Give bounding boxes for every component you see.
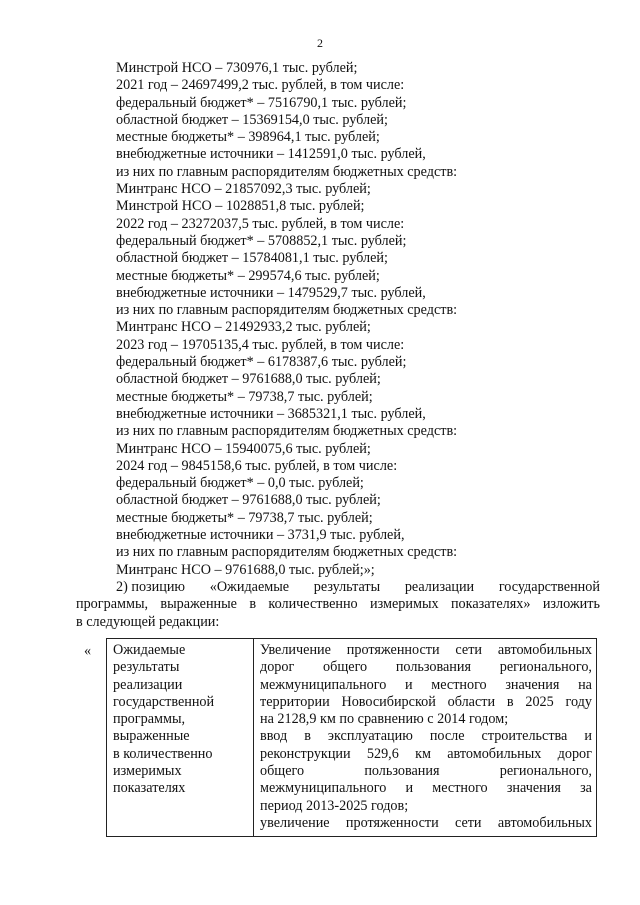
paragraph-line xyxy=(76,579,600,596)
budget-line: Минстрой НСО – 730976,1 тыс. рублей; xyxy=(116,60,358,76)
amendment-paragraph xyxy=(76,579,600,631)
result-line xyxy=(260,659,592,676)
budget-line: федеральный бюджет* – 7516790,1 тыс. рублей; xyxy=(116,94,407,111)
result-word: территории xyxy=(260,693,330,710)
budget-line: местные бюджеты* – 79738,7 тыс. рублей; xyxy=(116,388,373,405)
result-word: сети xyxy=(455,642,482,658)
budget-line: Минтранс НСО – 15940075,6 тыс. рублей; xyxy=(116,440,371,457)
budget-line: 2024 год – 9845158,6 тыс. рублей, в том числе: xyxy=(116,457,398,474)
paragraph-line: в следующей редакции: xyxy=(76,613,220,630)
label-line: показателях xyxy=(113,780,186,797)
result-text: на 2128,9 км по сравнению с 2014 годом; xyxy=(260,711,509,728)
label-line: реализации xyxy=(113,676,183,693)
result-word: 2025 xyxy=(525,693,554,710)
result-line xyxy=(260,763,592,780)
result-word: ввод xyxy=(260,728,288,745)
budget-line: внебюджетные источники – 1412591,0 тыс. рублей, xyxy=(116,146,426,163)
opening-quote: « xyxy=(84,643,92,659)
result-line xyxy=(260,815,592,832)
result-line xyxy=(260,677,592,694)
result-word: значения xyxy=(506,780,561,797)
budget-line: Минстрой НСО – 1028851,8 тыс. рублей; xyxy=(116,198,365,215)
result-line xyxy=(260,642,592,659)
result-word: Новосибирской xyxy=(341,693,436,710)
budget-line: из них по главным распорядителям бюджетных средств: xyxy=(116,163,458,180)
result-word: протяженности xyxy=(346,642,440,658)
result-word: после xyxy=(429,728,465,745)
result-word: протяженности xyxy=(345,814,439,831)
result-text: период 2013-2025 годов; xyxy=(260,797,409,814)
result-word: эксплуатацию xyxy=(327,728,413,745)
budget-line: местные бюджеты* – 299574,6 тыс. рублей; xyxy=(116,267,380,284)
result-word: общего xyxy=(260,763,305,780)
result-word: значения xyxy=(505,676,560,693)
label-line: измеримых xyxy=(113,763,182,780)
budget-line: из них по главным распорядителям бюджетных средств: xyxy=(116,423,458,440)
result-word: автомобильных xyxy=(497,814,592,831)
paragraph-word: реализации xyxy=(404,579,475,595)
budget-line: областной бюджет – 9761688,0 тыс. рублей; xyxy=(116,492,381,509)
budget-line: федеральный бюджет* – 5708852,1 тыс. рублей; xyxy=(116,232,407,249)
result-line xyxy=(260,728,592,745)
result-word: межмуниципального xyxy=(260,780,387,797)
result-word: дорог xyxy=(260,659,295,676)
budget-line: 2022 год – 23272037,5 тыс. рублей, в том числе: xyxy=(116,215,405,232)
result-word: области xyxy=(447,693,496,710)
paragraph-word: результаты xyxy=(313,579,381,595)
paragraph-word: государственной xyxy=(498,579,600,595)
budget-lines xyxy=(116,60,616,579)
label-line: программы, xyxy=(113,711,186,728)
budget-line: Минтранс НСО – 21492933,2 тыс. рублей; xyxy=(116,319,371,336)
budget-line: из них по главным распорядителям бюджетных средств: xyxy=(116,302,458,319)
result-word: автомобильных xyxy=(447,745,542,762)
result-word: на xyxy=(578,676,592,693)
page-number: 2 xyxy=(317,36,323,50)
position-label-cell xyxy=(107,639,254,837)
budget-line: местные бюджеты* – 79738,7 тыс. рублей; xyxy=(116,509,373,526)
result-word: регионального, xyxy=(499,659,592,676)
paragraph-word: 2) позицию xyxy=(116,579,186,595)
result-word: и xyxy=(405,780,414,797)
label-line: результаты xyxy=(113,659,180,676)
result-word: и xyxy=(584,728,592,745)
result-word: автомобильных xyxy=(497,642,592,658)
budget-line: федеральный бюджет* – 0,0 тыс. рублей; xyxy=(116,475,364,492)
result-line xyxy=(260,711,592,728)
result-word: сети xyxy=(454,814,482,831)
table-row xyxy=(107,639,597,837)
expected-results-cell xyxy=(254,639,597,837)
budget-line: внебюджетные источники – 3731,9 тыс. рублей, xyxy=(116,527,405,544)
budget-line: областной бюджет – 9761688,0 тыс. рублей; xyxy=(116,371,381,388)
label-line: выраженные xyxy=(113,728,190,745)
paragraph-word: программы, xyxy=(76,596,149,613)
result-word: пользования xyxy=(395,659,472,676)
budget-line: областной бюджет – 15369154,0 тыс. рублей; xyxy=(116,111,388,128)
paragraph-line xyxy=(76,596,600,613)
result-word: общего xyxy=(323,659,368,676)
paragraph-word: показателях» xyxy=(450,596,531,613)
label-line: государственной xyxy=(113,693,215,710)
result-word: пользования xyxy=(364,763,440,780)
result-word: увеличение xyxy=(260,814,330,831)
result-line xyxy=(260,746,592,763)
result-word: км xyxy=(415,745,431,762)
paragraph-word: измеримых xyxy=(370,596,439,613)
paragraph-word: «Ожидаемые xyxy=(209,579,290,595)
result-word: Увеличение xyxy=(260,642,331,658)
result-word: в xyxy=(304,728,311,745)
budget-line: из них по главным распорядителям бюджетных средств: xyxy=(116,544,458,561)
budget-line: внебюджетные источники – 1479529,7 тыс. рублей, xyxy=(116,284,426,301)
budget-line: Минтранс НСО – 9761688,0 тыс. рублей;»; xyxy=(116,561,375,578)
result-line xyxy=(260,798,592,815)
result-word: 529,6 xyxy=(366,745,399,762)
result-word: и xyxy=(405,676,413,693)
result-word: строительства xyxy=(481,728,568,745)
results-table xyxy=(106,638,597,837)
result-word: реконструкции xyxy=(260,745,351,762)
budget-line: областной бюджет – 15784081,1 тыс. рублей; xyxy=(116,250,388,267)
budget-line: 2023 год – 19705135,4 тыс. рублей, в том числе: xyxy=(116,336,405,353)
result-word: году xyxy=(565,693,592,710)
result-word: местного xyxy=(432,780,488,797)
result-word: местного xyxy=(431,676,487,693)
result-word: в xyxy=(506,693,514,710)
result-line xyxy=(260,780,592,797)
budget-line: Минтранс НСО – 21857092,3 тыс. рублей; xyxy=(116,181,371,198)
paragraph-word: количественно xyxy=(268,596,358,613)
result-word: регионального, xyxy=(499,763,592,780)
paragraph-word: изложить xyxy=(542,596,600,613)
budget-line: 2021 год – 24697499,2 тыс. рублей, в том числе: xyxy=(116,77,405,94)
result-word: за xyxy=(580,780,592,797)
label-line: в количественно xyxy=(113,745,213,762)
budget-line: федеральный бюджет* – 6178387,6 тыс. рублей; xyxy=(116,354,407,371)
paragraph-word: в xyxy=(249,596,257,613)
result-word: дорог xyxy=(557,745,592,762)
paragraph-word: выраженные xyxy=(160,596,237,613)
result-line xyxy=(260,694,592,711)
result-word: межмуниципального xyxy=(260,676,387,693)
budget-line: внебюджетные источники – 3685321,1 тыс. рублей, xyxy=(116,405,426,422)
budget-line: местные бюджеты* – 398964,1 тыс. рублей; xyxy=(116,129,380,146)
label-line: Ожидаемые xyxy=(113,642,186,658)
